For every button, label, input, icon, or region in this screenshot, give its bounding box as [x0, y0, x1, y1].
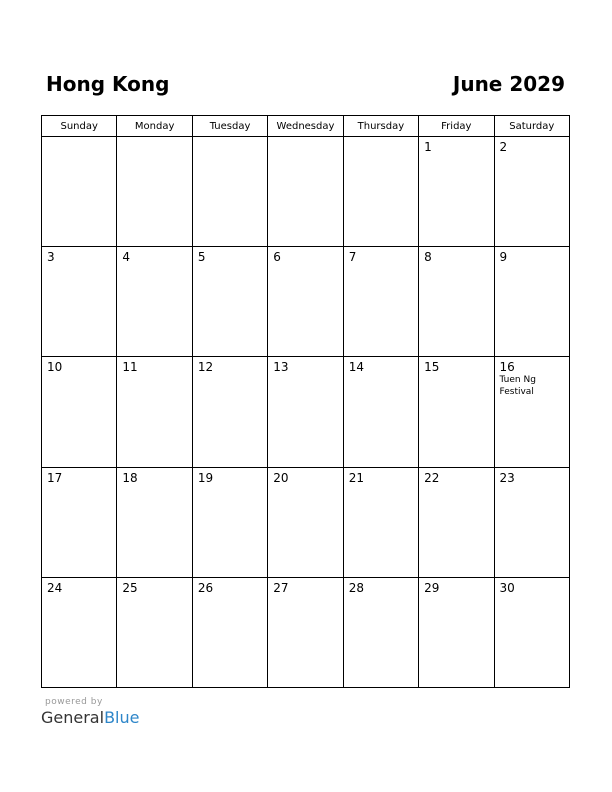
day-number: 11	[122, 360, 138, 375]
day-number: 14	[348, 360, 364, 375]
weekday-header: Saturday	[494, 116, 569, 137]
calendar-day-cell	[268, 137, 343, 247]
calendar-day-cell	[494, 247, 569, 357]
calendar-day-cell	[343, 247, 418, 357]
day-number: 17	[47, 470, 63, 485]
day-number: 7	[348, 250, 357, 265]
day-number: 23	[499, 470, 515, 485]
calendar-day-cell	[343, 577, 418, 687]
powered-by-text: powered by	[45, 697, 103, 707]
day-number: 28	[348, 580, 364, 595]
day-number: 3	[47, 250, 55, 265]
calendar-day-cell	[494, 357, 569, 467]
weekday-header: Wednesday	[268, 116, 343, 137]
calendar-day-cell	[117, 357, 192, 467]
day-number	[268, 137, 342, 140]
calendar-day-cell	[268, 357, 343, 467]
weekday-header: Thursday	[343, 116, 418, 137]
weekday-header: Sunday	[42, 116, 117, 137]
weekday-header-row	[42, 116, 570, 137]
day-number: 22	[424, 470, 440, 485]
day-number: 5	[197, 250, 206, 265]
calendar-grid	[41, 115, 570, 688]
calendar-day-cell	[42, 577, 117, 687]
calendar-week-row	[42, 357, 570, 467]
calendar-day-cell	[117, 467, 192, 577]
day-number: 15	[424, 360, 440, 375]
calendar-day-cell	[42, 247, 117, 357]
calendar-day-cell	[343, 467, 418, 577]
day-number: 8	[424, 250, 432, 265]
weekday-header: Friday	[419, 116, 494, 137]
calendar-day-cell	[343, 137, 418, 247]
day-number: 1	[424, 140, 432, 154]
calendar-day-cell	[192, 247, 267, 357]
day-number: 27	[273, 580, 289, 595]
day-number: 16	[499, 360, 515, 375]
day-number	[42, 137, 116, 140]
calendar-day-cell	[42, 357, 117, 467]
day-number: 21	[348, 470, 364, 485]
calendar-day-cell	[192, 357, 267, 467]
calendar-day-cell	[419, 137, 494, 247]
day-number: 6	[273, 250, 281, 265]
calendar-day-cell	[42, 467, 117, 577]
calendar-month-title: June 2029	[452, 72, 565, 96]
generalblue-logo	[41, 708, 139, 727]
calendar-day-cell	[192, 577, 267, 687]
calendar-day-cell	[419, 467, 494, 577]
day-number: 18	[122, 470, 138, 485]
calendar-day-cell	[42, 137, 117, 247]
brand-general-text: General	[41, 708, 105, 727]
calendar-week-row	[42, 577, 570, 687]
weekday-header: Tuesday	[192, 116, 267, 137]
calendar-day-cell	[192, 137, 267, 247]
weekday-header: Monday	[117, 116, 192, 137]
day-number: 12	[197, 360, 214, 375]
day-number	[344, 137, 418, 140]
calendar-day-cell	[494, 137, 569, 247]
calendar-day-cell	[268, 467, 343, 577]
calendar-day-cell	[268, 577, 343, 687]
day-number: 26	[197, 580, 214, 595]
day-number: 25	[122, 580, 138, 595]
day-number: 29	[424, 580, 440, 595]
calendar-region-title: Hong Kong	[46, 72, 170, 96]
day-number: 13	[273, 360, 289, 375]
calendar-week-row	[42, 467, 570, 577]
calendar-body	[42, 137, 570, 688]
calendar-day-cell	[343, 357, 418, 467]
calendar-day-cell	[192, 467, 267, 577]
calendar-week-row	[42, 247, 570, 357]
calendar-day-cell	[117, 137, 192, 247]
day-number	[193, 137, 267, 140]
day-number: 9	[499, 250, 508, 265]
day-number: 2	[499, 140, 508, 154]
day-number: 20	[273, 470, 289, 485]
calendar-day-cell	[268, 247, 343, 357]
day-number: 19	[197, 470, 214, 485]
calendar-day-cell	[494, 577, 569, 687]
calendar-day-cell	[117, 577, 192, 687]
day-number: 30	[499, 580, 515, 595]
day-number: 24	[47, 580, 63, 595]
calendar-week-row	[42, 137, 570, 247]
day-number: 4	[122, 250, 131, 265]
day-number	[117, 137, 191, 140]
holiday-event: Tuen Ng Festival	[499, 375, 536, 398]
calendar-day-cell	[494, 467, 569, 577]
day-number: 10	[47, 360, 63, 375]
calendar-day-cell	[419, 577, 494, 687]
calendar-day-cell	[419, 357, 494, 467]
calendar-day-cell	[117, 247, 192, 357]
brand-blue-text: Blue	[104, 708, 140, 727]
calendar-day-cell	[419, 247, 494, 357]
